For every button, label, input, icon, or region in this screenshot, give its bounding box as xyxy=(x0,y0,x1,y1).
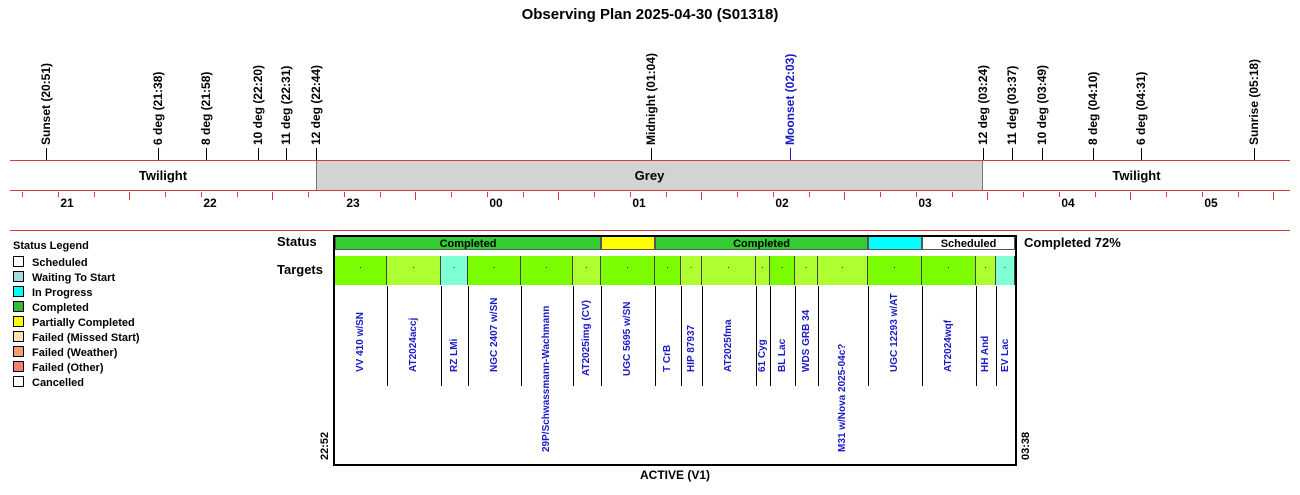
hour-label: 21 xyxy=(60,196,74,210)
target-divider xyxy=(601,286,602,386)
event-tick xyxy=(258,148,259,160)
target-divider xyxy=(521,286,522,386)
hour-tick xyxy=(272,192,273,200)
completion-percent: Completed 72% xyxy=(1024,235,1121,250)
hour-tick xyxy=(701,192,702,200)
target-cell[interactable]: · xyxy=(468,256,521,285)
legend-label: Cancelled xyxy=(32,377,84,389)
hour-tick xyxy=(22,192,23,197)
target-name[interactable]: RZ LMi xyxy=(449,338,460,372)
hour-tick xyxy=(1166,192,1167,197)
event-tick xyxy=(651,148,652,160)
target-divider xyxy=(441,286,442,386)
legend-label: Failed (Weather) xyxy=(32,347,118,359)
target-divider xyxy=(818,286,819,386)
event-tick xyxy=(1012,148,1013,160)
event-label: 12 deg (03:24) xyxy=(976,64,990,145)
timeline-bottom-line xyxy=(10,230,1290,231)
target-name[interactable]: EV Lac xyxy=(1000,338,1011,372)
status-segment: Completed xyxy=(655,236,868,250)
hour-label: 05 xyxy=(1204,196,1218,210)
status-row-label: Status xyxy=(277,234,317,249)
legend-swatch xyxy=(13,316,24,327)
target-divider xyxy=(702,286,703,386)
hour-tick xyxy=(880,192,881,197)
event-label: Sunset (20:51) xyxy=(39,62,53,145)
legend-swatch xyxy=(13,271,24,282)
hour-tick xyxy=(630,192,631,197)
event-label: Midnight (01:04) xyxy=(644,53,658,145)
target-divider xyxy=(922,286,923,386)
event-label: 8 deg (04:10) xyxy=(1086,71,1100,145)
hour-label: 22 xyxy=(203,196,217,210)
hour-tick xyxy=(523,192,524,197)
legend-label: Failed (Missed Start) xyxy=(32,332,140,344)
target-cell[interactable]: · xyxy=(681,256,702,285)
target-name[interactable]: HIP 87937 xyxy=(686,324,697,372)
legend-item xyxy=(13,256,88,269)
legend-item xyxy=(13,346,117,359)
hour-tick xyxy=(129,192,130,200)
start-time: 22:52 xyxy=(319,431,331,460)
target-cell[interactable]: · xyxy=(573,256,601,285)
target-name[interactable]: BL Lac xyxy=(777,338,788,372)
target-name[interactable]: WDS GRB 34 xyxy=(801,309,812,372)
target-name[interactable]: M31 w/Nova 2025-04c? xyxy=(837,343,848,452)
target-cell[interactable]: · xyxy=(996,256,1015,285)
target-name[interactable]: VV 410 w/SN xyxy=(355,311,366,372)
target-cell[interactable]: · xyxy=(756,256,770,285)
event-label: Sunrise (05:18) xyxy=(1247,58,1261,145)
hour-tick xyxy=(1238,192,1239,197)
target-name[interactable]: 61 Cyg xyxy=(757,339,768,372)
status-legend-title: Status Legend xyxy=(13,240,89,252)
hour-tick xyxy=(1202,192,1203,197)
status-segment: Scheduled xyxy=(922,236,1015,250)
legend-item xyxy=(13,361,104,374)
event-tick xyxy=(1042,148,1043,160)
target-divider xyxy=(795,286,796,386)
hour-tick xyxy=(58,192,59,197)
target-name[interactable]: AT2024accj xyxy=(408,317,419,372)
legend-label: Failed (Other) xyxy=(32,362,104,374)
target-name[interactable]: AT2025fma xyxy=(723,319,734,372)
hour-label: 04 xyxy=(1061,196,1075,210)
hour-tick xyxy=(451,192,452,197)
event-label: 8 deg (21:58) xyxy=(199,71,213,145)
target-cell[interactable]: · xyxy=(521,256,573,285)
hour-label: 02 xyxy=(775,196,789,210)
plan-title: Observing Plan 2025-04-30 (S01318) xyxy=(521,6,779,23)
hour-tick xyxy=(380,192,381,197)
target-name[interactable]: UGC 12293 w/AT xyxy=(889,293,900,372)
event-tick xyxy=(286,148,287,160)
hour-tick xyxy=(809,192,810,197)
target-cell[interactable]: · xyxy=(976,256,996,285)
legend-item xyxy=(13,331,140,344)
hour-tick xyxy=(1059,192,1060,197)
plan-footer: ACTIVE (V1) xyxy=(639,468,710,482)
legend-swatch xyxy=(13,301,24,312)
event-tick xyxy=(158,148,159,160)
target-divider xyxy=(655,286,656,386)
hour-tick xyxy=(415,192,416,200)
legend-item xyxy=(13,286,93,299)
hour-tick xyxy=(1273,192,1274,200)
legend-swatch xyxy=(13,331,24,342)
target-divider xyxy=(868,286,869,386)
phase-twilight: Twilight xyxy=(10,161,316,190)
target-cell[interactable]: · xyxy=(818,256,868,285)
target-divider xyxy=(468,286,469,386)
phase-grey: Grey xyxy=(316,161,983,190)
event-tick xyxy=(206,148,207,160)
hour-tick xyxy=(737,192,738,197)
target-name[interactable]: 29P/Schwassmann-Wachmann xyxy=(541,305,552,452)
legend-item xyxy=(13,316,135,329)
timeline-mid-line xyxy=(10,190,1290,191)
target-cell[interactable]: · xyxy=(795,256,818,285)
legend-label: Scheduled xyxy=(32,257,88,269)
event-tick xyxy=(316,148,317,160)
target-divider xyxy=(387,286,388,386)
hour-tick xyxy=(594,192,595,197)
hour-tick xyxy=(916,192,917,197)
hour-label: 03 xyxy=(918,196,932,210)
legend-swatch xyxy=(13,286,24,297)
event-label: 10 deg (03:49) xyxy=(1035,64,1049,145)
target-cell[interactable]: · xyxy=(770,256,795,285)
event-tick xyxy=(1141,148,1142,160)
target-name[interactable]: AT2025img (CV) xyxy=(581,300,592,376)
legend-item xyxy=(13,301,89,314)
hour-tick xyxy=(1095,192,1096,197)
hour-label: 23 xyxy=(346,196,360,210)
event-tick xyxy=(1254,148,1255,160)
legend-label: Completed xyxy=(32,302,89,314)
hour-tick xyxy=(987,192,988,200)
hour-tick xyxy=(1023,192,1024,197)
legend-item xyxy=(13,376,84,389)
legend-swatch xyxy=(13,346,24,357)
targets-row-label: Targets xyxy=(277,262,323,277)
event-label: 6 deg (04:31) xyxy=(1134,71,1148,145)
event-tick xyxy=(1093,148,1094,160)
legend-label: Waiting To Start xyxy=(32,272,116,284)
legend-swatch xyxy=(13,361,24,372)
end-time: 03:38 xyxy=(1020,431,1032,460)
hour-tick xyxy=(165,192,166,197)
hour-tick xyxy=(952,192,953,197)
event-tick xyxy=(983,148,984,160)
target-divider xyxy=(770,286,771,386)
event-label: 10 deg (22:20) xyxy=(251,64,265,145)
target-divider xyxy=(976,286,977,386)
hour-tick xyxy=(344,192,345,197)
hour-tick xyxy=(1130,192,1131,200)
target-name[interactable]: NGC 2407 w/SN xyxy=(489,297,500,372)
target-cell[interactable]: · xyxy=(702,256,756,285)
target-cell[interactable]: · xyxy=(655,256,681,285)
hour-tick xyxy=(558,192,559,200)
event-tick xyxy=(46,148,47,160)
hour-tick xyxy=(201,192,202,197)
target-divider xyxy=(573,286,574,386)
hour-tick xyxy=(308,192,309,197)
target-cell[interactable]: · xyxy=(441,256,468,285)
hour-tick xyxy=(666,192,667,197)
legend-swatch xyxy=(13,256,24,267)
event-label: 11 deg (22:31) xyxy=(279,65,293,145)
hour-label: 01 xyxy=(632,196,646,210)
hour-label: 00 xyxy=(489,196,503,210)
hour-tick xyxy=(844,192,845,200)
target-name[interactable]: AT2024wqf xyxy=(943,319,954,372)
phase-twilight: Twilight xyxy=(983,161,1290,190)
event-label: 11 deg (03:37) xyxy=(1005,65,1019,145)
hour-tick xyxy=(487,192,488,197)
event-tick xyxy=(790,148,791,160)
event-label: 6 deg (21:38) xyxy=(151,71,165,145)
target-name[interactable]: T CrB xyxy=(662,344,673,372)
target-cell[interactable]: · xyxy=(387,256,441,285)
legend-label: In Progress xyxy=(32,287,93,299)
hour-tick xyxy=(94,192,95,197)
target-cell[interactable]: · xyxy=(601,256,655,285)
hour-tick xyxy=(773,192,774,197)
legend-item xyxy=(13,271,115,284)
hour-tick xyxy=(237,192,238,197)
event-label: Moonset (02:03) xyxy=(783,53,797,145)
target-divider xyxy=(996,286,997,386)
target-cell[interactable]: · xyxy=(922,256,976,285)
plan-frame xyxy=(333,235,1017,466)
target-name[interactable]: UGC 5695 w/SN xyxy=(622,301,633,376)
target-divider xyxy=(681,286,682,386)
status-segment: Completed xyxy=(335,236,601,250)
legend-swatch xyxy=(13,376,24,387)
legend-label: Partially Completed xyxy=(32,317,135,329)
event-label: 12 deg (22:44) xyxy=(309,64,323,145)
target-cell[interactable]: · xyxy=(868,256,922,285)
target-cell[interactable]: · xyxy=(335,256,387,285)
target-name[interactable]: HH And xyxy=(980,335,991,372)
